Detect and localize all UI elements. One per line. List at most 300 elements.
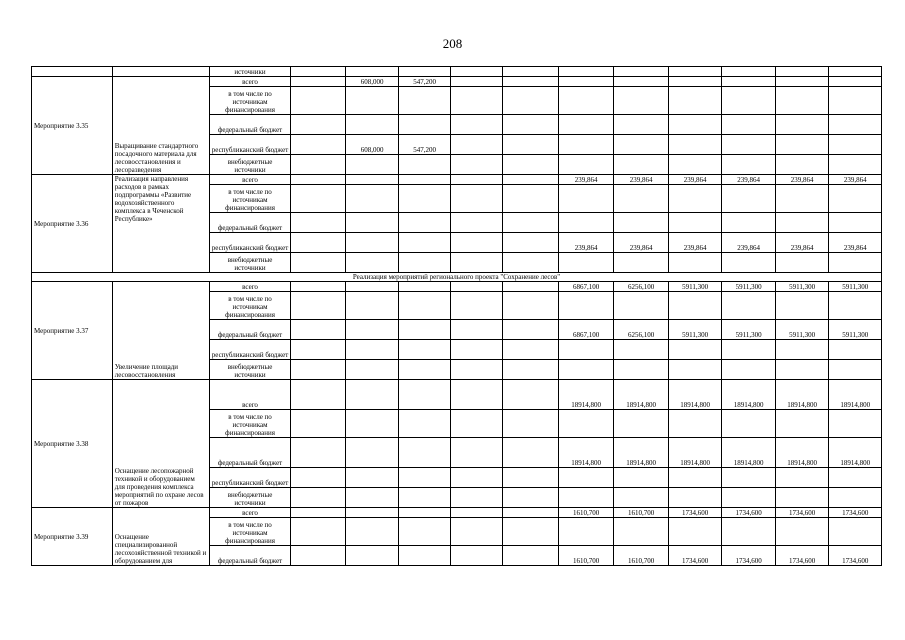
value-cell [291,320,346,340]
value-cell [291,77,346,87]
value-cell: 239,864 [829,233,882,253]
value-cell [399,282,450,292]
value-cell [399,87,450,115]
value-cell [829,340,882,360]
value-cell [345,320,399,340]
value-cell [775,135,829,155]
value-cell [829,292,882,320]
value-cell [775,468,829,488]
value-cell [775,410,829,438]
value-cell [345,410,399,438]
value-cell [345,185,399,213]
value-cell [722,155,776,175]
value-cell [558,292,614,320]
value-cell [614,135,669,155]
value-cell [291,175,346,185]
value-cell [775,253,829,273]
value-cell [668,185,722,213]
value-cell [345,508,399,518]
value-cell [450,380,502,410]
value-cell: 547,200 [399,77,450,87]
value-cell [345,253,399,273]
value-cell: 18914,800 [722,380,776,410]
value-cell [829,518,882,546]
value-cell: 18914,800 [558,438,614,468]
value-cell [503,175,559,185]
value-cell [399,546,450,566]
event-description-cell: Оснащение лесопожарной техникой и оборудованием для проведения комплекса мероприятий по охране лесов от пожаров [112,380,209,508]
value-cell [291,135,346,155]
value-cell [722,468,776,488]
value-cell [829,410,882,438]
value-cell [291,340,346,360]
value-cell [503,115,559,135]
value-cell [722,135,776,155]
value-cell [503,67,559,77]
value-cell [668,410,722,438]
value-cell [291,508,346,518]
value-cell [291,67,346,77]
value-cell [503,518,559,546]
funding-source-cell: внебюджетные источники [209,360,291,380]
funding-source-cell: в том числе по источникам финансирования [209,185,291,213]
value-cell [722,410,776,438]
funding-source-cell: внебюджетные источники [209,488,291,508]
value-cell [829,488,882,508]
value-cell [399,360,450,380]
value-cell [775,155,829,175]
value-cell [558,185,614,213]
value-cell [345,67,399,77]
value-cell [829,360,882,380]
value-cell: 18914,800 [829,438,882,468]
value-cell [450,135,502,155]
value-cell [775,340,829,360]
funding-source-cell: в том числе по источникам финансирования [209,518,291,546]
value-cell: 239,864 [668,233,722,253]
value-cell [503,282,559,292]
value-cell: 6256,100 [614,320,669,340]
value-cell [450,438,502,468]
value-cell: 239,864 [668,175,722,185]
funding-source-cell: федеральный бюджет [209,546,291,566]
funding-source-cell: всего [209,282,291,292]
funding-source-cell: федеральный бюджет [209,320,291,340]
value-cell [829,135,882,155]
value-cell [829,468,882,488]
value-cell [722,518,776,546]
value-cell [558,155,614,175]
funding-source-cell: федеральный бюджет [209,213,291,233]
value-cell [829,213,882,233]
value-cell: 5911,300 [722,320,776,340]
value-cell: 18914,800 [558,380,614,410]
value-cell [345,87,399,115]
value-cell: 547,200 [399,135,450,155]
event-label-cell: Мероприятие 3.36 [32,175,113,273]
value-cell [399,115,450,135]
value-cell: 608,000 [345,77,399,87]
value-cell [345,360,399,380]
value-cell [722,67,776,77]
value-cell [345,488,399,508]
value-cell [345,468,399,488]
value-cell [450,320,502,340]
page-number: 208 [442,36,463,51]
value-cell [399,508,450,518]
value-cell [558,253,614,273]
value-cell [722,185,776,213]
table-body [32,67,882,566]
event-cell [32,67,113,77]
value-cell: 18914,800 [668,438,722,468]
value-cell [345,546,399,566]
value-cell: 18914,800 [614,380,669,410]
value-cell: 239,864 [829,175,882,185]
value-cell [291,380,346,410]
value-cell [558,67,614,77]
value-cell [399,410,450,438]
value-cell [668,360,722,380]
value-cell [829,185,882,213]
value-cell [291,185,346,213]
event-label-cell: Мероприятие 3.37 [32,282,113,380]
value-cell [450,508,502,518]
value-cell [614,185,669,213]
value-cell [503,410,559,438]
table-row [32,175,882,185]
value-cell [399,67,450,77]
value-cell [668,155,722,175]
value-cell: 18914,800 [829,380,882,410]
value-cell [399,292,450,320]
value-cell [399,340,450,360]
value-cell [775,518,829,546]
value-cell [668,87,722,115]
event-description-cell: Увеличение площади лесовосстановления [112,282,209,380]
value-cell [722,360,776,380]
value-cell [291,282,346,292]
value-cell [291,253,346,273]
funding-source-cell: всего [209,380,291,410]
funding-source-cell: в том числе по источникам финансирования [209,410,291,438]
value-cell [668,488,722,508]
funding-source-cell: республиканский бюджет [209,135,291,155]
value-cell [668,135,722,155]
value-cell [291,438,346,468]
value-cell: 5911,300 [829,320,882,340]
value-cell [450,253,502,273]
event-description-cell: Выращивание стандартного посадочного материала для лесовосстановления и лесоразведения [112,77,209,175]
value-cell [399,468,450,488]
value-cell [614,87,669,115]
value-cell [558,488,614,508]
value-cell [291,410,346,438]
value-cell [345,115,399,135]
value-cell [558,213,614,233]
value-cell [829,67,882,77]
section-banner-row [32,273,882,282]
value-cell [450,360,502,380]
value-cell [614,155,669,175]
value-cell [829,87,882,115]
section-banner: Реализация мероприятий регионального проекта "Сохранение лесов" [32,273,882,282]
value-cell [450,292,502,320]
value-cell [829,155,882,175]
table-row [32,508,882,518]
value-cell [450,67,502,77]
value-cell: 608,000 [345,135,399,155]
value-cell [345,213,399,233]
value-cell [345,292,399,320]
event-description-cell: Реализация направления расходов в рамках подпрограммы «Развитие водохозяйственного комплекса в Чеченской Республике» [112,175,209,273]
value-cell [450,546,502,566]
value-cell [450,175,502,185]
event-description-cell: Оснащение специализированной лесохозяйственной техникой и оборудованием для [112,508,209,566]
value-cell [291,546,346,566]
value-cell: 1734,600 [668,546,722,566]
event-label-cell: Мероприятие 3.39 [32,508,113,566]
value-cell [291,518,346,546]
value-cell: 1610,700 [614,508,669,518]
value-cell [450,77,502,87]
funding-source-cell: федеральный бюджет [209,115,291,135]
value-cell [399,233,450,253]
value-cell: 18914,800 [722,438,776,468]
value-cell [668,518,722,546]
value-cell [291,115,346,135]
value-cell: 239,864 [775,175,829,185]
value-cell [450,410,502,438]
table-row [32,380,882,410]
value-cell [450,518,502,546]
value-cell [450,87,502,115]
source-cell: источники [209,67,291,77]
value-cell [291,87,346,115]
value-cell [614,67,669,77]
value-cell [291,488,346,508]
event-label-cell: Мероприятие 3.35 [32,77,113,175]
value-cell [399,155,450,175]
value-cell [291,213,346,233]
funding-source-cell: внебюджетные источники [209,253,291,273]
value-cell: 1734,600 [829,546,882,566]
value-cell: 6256,100 [614,282,669,292]
value-cell: 1610,700 [558,546,614,566]
value-cell: 239,864 [614,175,669,185]
value-cell [399,213,450,233]
value-cell: 1734,600 [722,508,776,518]
value-cell [722,115,776,135]
value-cell: 18914,800 [668,380,722,410]
funding-source-cell: всего [209,175,291,185]
value-cell: 5911,300 [775,320,829,340]
value-cell [722,340,776,360]
value-cell [614,468,669,488]
value-cell [668,340,722,360]
value-cell [668,77,722,87]
value-cell [558,115,614,135]
value-cell [503,360,559,380]
funding-source-cell: в том числе по источникам финансирования [209,87,291,115]
value-cell [450,340,502,360]
value-cell [399,320,450,340]
value-cell [345,175,399,185]
funding-source-cell: всего [209,77,291,87]
value-cell: 239,864 [722,175,776,185]
value-cell: 5911,300 [775,282,829,292]
value-cell [614,77,669,87]
value-cell [829,77,882,87]
value-cell [450,115,502,135]
value-cell [345,282,399,292]
value-cell [722,292,776,320]
budget-table [31,66,882,566]
value-cell [399,438,450,468]
value-cell [668,213,722,233]
value-cell [399,518,450,546]
value-cell [503,546,559,566]
value-cell [291,233,346,253]
value-cell [722,213,776,233]
value-cell [450,282,502,292]
funding-source-cell: республиканский бюджет [209,468,291,488]
value-cell [614,488,669,508]
value-cell [558,518,614,546]
value-cell [450,155,502,175]
value-cell: 18914,800 [775,380,829,410]
value-cell [829,115,882,135]
value-cell: 5911,300 [722,282,776,292]
value-cell [503,468,559,488]
value-cell [503,135,559,155]
value-cell [345,518,399,546]
value-cell: 1734,600 [775,508,829,518]
value-cell [722,87,776,115]
value-cell [558,77,614,87]
value-cell [450,233,502,253]
value-cell [722,253,776,273]
value-cell [558,87,614,115]
table-row [32,67,882,77]
value-cell [775,488,829,508]
event-label-cell: Мероприятие 3.38 [32,380,113,508]
value-cell: 5911,300 [668,320,722,340]
value-cell [399,175,450,185]
value-cell: 1610,700 [614,546,669,566]
value-cell [614,292,669,320]
funding-source-cell: в том числе по источникам финансирования [209,292,291,320]
value-cell [291,292,346,320]
value-cell: 1734,600 [668,508,722,518]
value-cell [450,185,502,213]
value-cell [829,253,882,273]
value-cell [345,438,399,468]
value-cell [503,185,559,213]
value-cell [503,155,559,175]
value-cell: 239,864 [614,233,669,253]
value-cell [775,67,829,77]
value-cell: 18914,800 [775,438,829,468]
value-cell [775,185,829,213]
value-cell [450,213,502,233]
value-cell [775,77,829,87]
value-cell [503,508,559,518]
value-cell: 1734,600 [829,508,882,518]
value-cell [558,135,614,155]
value-cell [345,233,399,253]
value-cell [345,155,399,175]
value-cell [450,488,502,508]
value-cell [558,410,614,438]
value-cell: 18914,800 [614,438,669,468]
value-cell: 5911,300 [668,282,722,292]
value-cell [668,115,722,135]
value-cell [558,340,614,360]
value-cell: 1734,600 [775,546,829,566]
value-cell [614,518,669,546]
value-cell: 5911,300 [829,282,882,292]
value-cell [668,292,722,320]
table-row [32,77,882,87]
description-cell [112,67,209,77]
value-cell [399,488,450,508]
value-cell [291,155,346,175]
value-cell [291,468,346,488]
value-cell [668,468,722,488]
value-cell [291,360,346,380]
value-cell [399,253,450,273]
value-cell [668,67,722,77]
value-cell [775,292,829,320]
funding-source-cell: внебюджетные источники [209,155,291,175]
value-cell [503,213,559,233]
value-cell [503,488,559,508]
value-cell [614,115,669,135]
value-cell [722,488,776,508]
value-cell [503,320,559,340]
value-cell [614,213,669,233]
funding-source-cell: федеральный бюджет [209,438,291,468]
value-cell: 239,864 [722,233,776,253]
value-cell [399,380,450,410]
value-cell: 6867,100 [558,282,614,292]
value-cell: 239,864 [775,233,829,253]
value-cell [503,87,559,115]
value-cell [614,253,669,273]
value-cell [614,360,669,380]
value-cell [614,410,669,438]
value-cell: 1734,600 [722,546,776,566]
value-cell [775,213,829,233]
value-cell [503,380,559,410]
value-cell [503,438,559,468]
value-cell: 239,864 [558,175,614,185]
value-cell [722,77,776,87]
value-cell: 1610,700 [558,508,614,518]
value-cell [345,340,399,360]
value-cell [558,468,614,488]
value-cell [399,185,450,213]
funding-source-cell: республиканский бюджет [209,340,291,360]
value-cell [668,253,722,273]
value-cell [503,340,559,360]
value-cell [503,292,559,320]
value-cell [503,253,559,273]
value-cell [503,233,559,253]
value-cell [775,87,829,115]
value-cell [775,115,829,135]
